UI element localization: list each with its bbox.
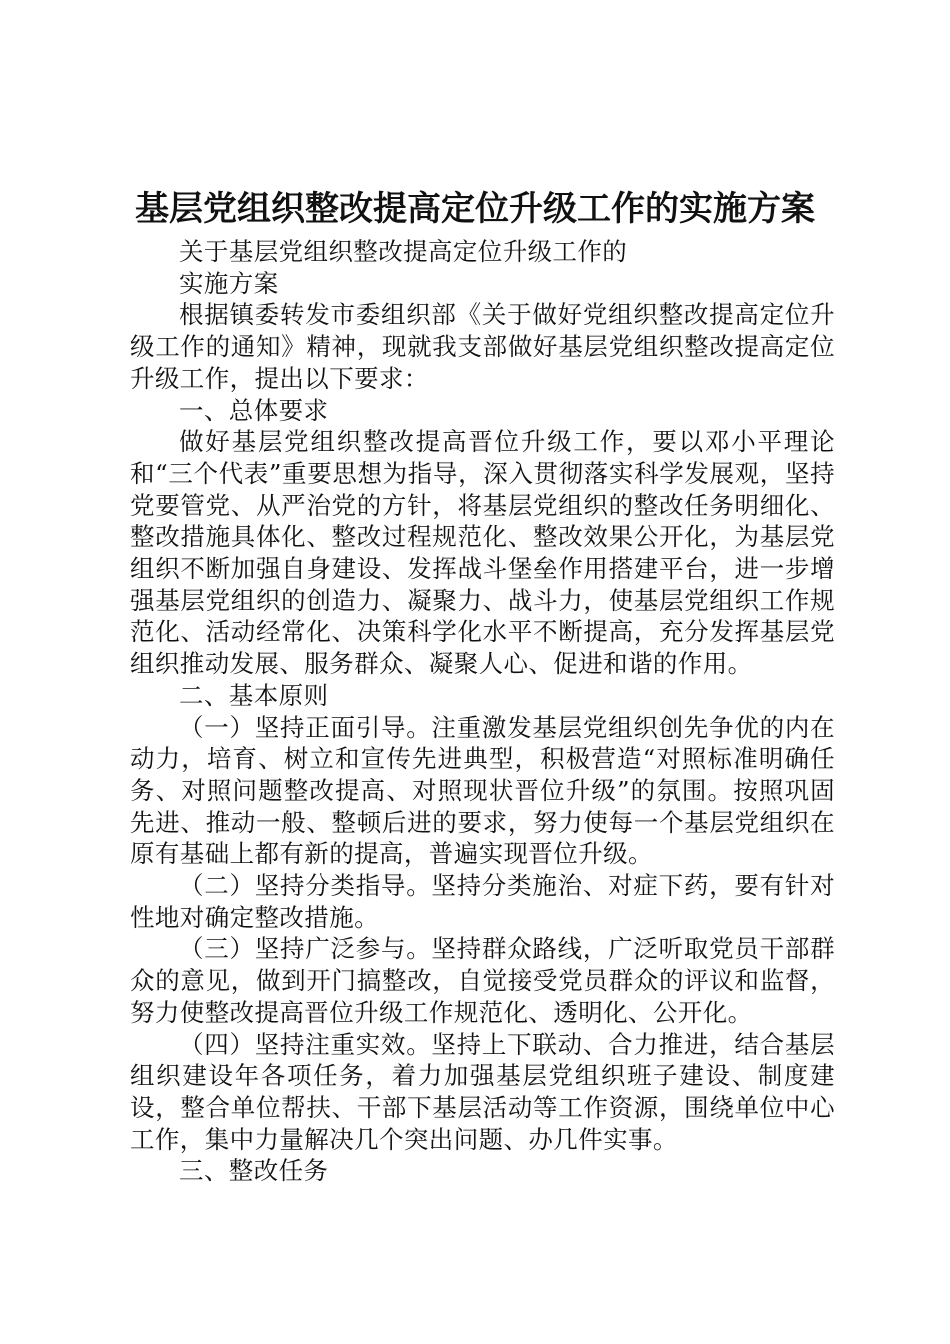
principle-2-paragraph: （二）坚持分类指导。坚持分类施治、对症下药，要有针对性地对确定整改措施。	[130, 871, 835, 932]
section-heading-3: 三、整改任务	[179, 1156, 329, 1186]
principle-1-paragraph: （一）坚持正面引导。注重激发基层党组织创先争优的内在动力，培育、树立和宣传先进典型，积极营造“对照标准明确任务、对照问题整改提高、对照现状晋位升级”的氛围。按照巩固先进、推动一般、整顿后进的要求，努力使每一个基层党组织在原有基础上都有新的提高，普遍实现晋位升级。	[130, 712, 835, 869]
section-heading-1: 一、总体要求	[179, 395, 329, 425]
intro-paragraph: 根据镇委转发市委组织部《关于做好党组织整改提高定位升级工作的通知》精神，现就我支部做好基层党组织整改提高定位升级工作，提出以下要求：	[130, 300, 835, 393]
general-requirements-paragraph: 做好基层党组织整改提高晋位升级工作，要以邓小平理论和“三个代表”重要思想为指导，深入贯彻落实科学发展观，坚持党要管党、从严治党的方针，将基层党组织的整改任务明细化、整改措施具体化、整改过程规范化、整改效果公开化，为基层党组织不断加强自身建设、发挥战斗堡垒作用搭建平台，进一步增强基层党组织的创造力、凝聚力、战斗力，使基层党组织工作规范化、活动经常化、决策科学化水平不断提高，充分发挥基层党组织推动发展、服务群众、凝聚人心、促进和谐的作用。	[130, 427, 835, 679]
document-body	[130, 236, 835, 1187]
subtitle-line-2: 实施方案	[179, 268, 279, 298]
document-title: 基层党组织整改提高定位升级工作的实施方案	[135, 189, 815, 229]
subtitle-line-1: 关于基层党组织整改提高定位升级工作的	[179, 237, 628, 266]
principle-3-paragraph: （三）坚持广泛参与。坚持群众路线，广泛听取党员干部群众的意见，做到开门搞整改，自觉接受党员群众的评议和监督，努力使整改提高晋位升级工作规范化、透明化、公开化。	[130, 934, 835, 1027]
principle-4-paragraph: （四）坚持注重实效。坚持上下联动、合力推进，结合基层组织建设年各项任务，着力加强基层党组织班子建设、制度建设，整合单位帮扶、干部下基层活动等工作资源，围绕单位中心工作，集中力量解决几个突出问题、办几件实事。	[130, 1029, 835, 1154]
section-heading-2: 二、基本原则	[179, 680, 329, 710]
